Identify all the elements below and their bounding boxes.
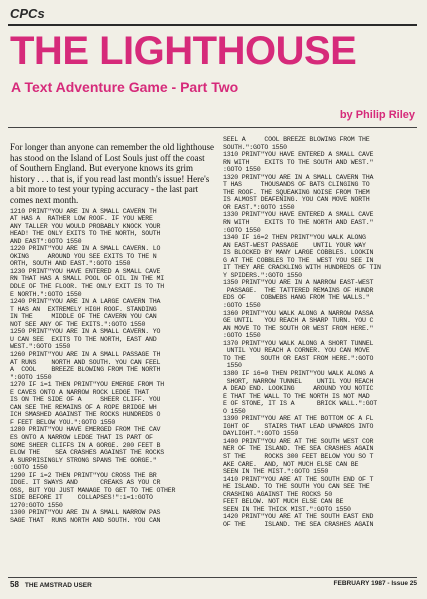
header-rule <box>8 24 417 26</box>
magazine-name: THE AMSTRAD USER <box>24 582 92 589</box>
article-subtitle: A Text Adventure Game - Part Two <box>11 79 239 95</box>
right-column <box>223 136 419 575</box>
byline-rule <box>8 127 417 128</box>
issue-date: FEBRUARY 1987 - Issue 25 <box>333 580 417 587</box>
footer-rule <box>8 577 417 578</box>
section-tag: CPCs <box>10 6 45 21</box>
article-title: THE LIGHTHOUSE <box>10 29 357 73</box>
program-listing-left: 1210 PRINT"YOU ARE IN A SMALL CAVERN TH AT HAS A RATHER LOW ROOF. IF YOU WERE ANY TALLER YOU WOULD PROBABLY KNOCK YOUR HEAD! THE ONLY EXITS TO THE NORTH, SOUTH AND EAST":GOTO 1550 1220 PRINT"YOU ARE IN A SMALL CAVERN. LO OKING AROUND YOU SEE EXITS TO THE N ORTH, SOUTH AND EAST.":GOTO 1550 1230 PRINT"YOU HAVE ENTERED A SMALL CAVE RN THAT HAS A SMALL POOL OF OIL IN THE MI DDLE OF THE FLOOR. THE ONLY EXIT IS TO TH E NORTH.":GOTO 1550 1240 PRINT"YOU ARE IN A LARGE CAVERN THA T HAS AN EXTREMELY HIGH ROOF. STANDING IN THE MIDDLE OF THE CAVERN YOU CAN NOT SEE ANY OF THE EXITS.":GOTO 1550 1250 PRINT"YOU ARE IN A SMALL CAVERN. YO U CAN SEE EXITS TO THE NORTH, EAST AND WEST.":GOTO 1550 1260 PRINT"YOU ARE IN A SMALL PASSAGE TH AT RUNS NORTH AND SOUTH. YOU CAN FEEL A COOL BREEZE BLOWING FROM THE NORTH ":GOTO 1550 1270 IF i=1 THEN PRINT"YOU EMERGE FROM TH E CAVES ONTO A NARROW ROCK LEDGE THAT IS ON THE SIDE OF A SHEER CLIFF. YOU CAN SEE THE REMAINS OF A ROPE BRIDGE WH ICH SMASHED AGAINST THE ROCKS HUNDREDS O F FEET BELOW YOU.":GOTO 1550 1280 PRINT"YOU HAVE EMERGED FROM THE CAV ES ONTO A NARROW LEDGE THAT IS PART OF SOME SHEER CLIFFS IN A GORGE. 200 FEET B ELOW THE SEA CRASHES AGAINST THE ROCKS A SURPRISINGLY STRONG SPANS THE GORGE." :GOTO 1550 1290 IF i=2 THEN PRINT"YOU CROSS THE BR IDGE. IT SWAYS AND CREAKS AS YOU CR OSS, BUT YOU JUST MANAGE TO GET TO THE OTHER SIDE BEFORE IT COLLAPSES!":i=1:GOTO 1270:GOTO 1550 1300 PRINT"YOU ARE IN A SMALL NARROW PAS SAGE THAT RUNS NORTH AND SOUTH. YOU CAN <box>10 207 176 524</box>
program-listing-right: SEEL A COOL BREEZE BLOWING FROM THE SOUTH.":GOTO 1550 1310 PRINT"YOU HAVE ENTERED A SMALL CAVE RN WITH EXITS TO THE SOUTH AND WEST." :GOTO 1550 1320 PRINT"YOU ARE IN A SMALL CAVERN THA T HAS THOUSANDS OF BATS CLINGING TO THE ROOF. THE SQUEAKING NOISE FROM THEM IS ALMOST DEAFENING. YOU CAN MOVE NORTH OR EAST.":GOTO 1550 1330 PRINT"YOU HAVE ENTERED A SMALL CAVE RN WITH EXITS TO THE NORTH AND EAST." :GOTO 1550 1340 IF i6=2 THEN PRINT"YOU WALK ALONG AN EAST-WEST PASSAGE UNTIL YOUR WAY IS BLOCKED BY MANY LARGE COBBLES. LOOKIN G AT THE COBBLES TO THE WEST YOU SEE IN IT THEY ARE CRACKLING WITH HUNDREDS OF TIN Y SPIDERS.":GOTO 1550 1350 PRINT"YOU ARE IN A NARROW EAST-WEST PASSAGE. THE TATTERED REMAINS OF HUNDR EDS OF COBWEBS HANG FROM THE WALLS." :GOTO 1550 1360 PRINT"YOU WALK ALONG A NARROW PASSA GE UNTIL YOU REACH A SHARP TURN. YOU C AN MOVE TO THE SOUTH OR WEST FROM HERE." :GOTO 1550 1370 PRINT"YOU WALK ALONG A SHORT TUNNEL UNTIL YOU REACH A CORNER. YOU CAN MOVE TO THE SOUTH OR EAST FROM HERE.":GOTO 1550 1380 IF i6=0 THEN PRINT"YOU WALK ALONG A SHORT, NARROW TUNNEL UNTIL YOU REACH A DEAD END. LOOKING AROUND YOU NOTIC E THAT THE WALL TO THE NORTH IS NOT MAD E OF STONE, IT IS A BRICK WALL.":GOT O 1550 1390 PRINT"YOU ARE AT THE BOTTOM OF A FL IGHT OF STAIRS THAT LEAD UPWARDS INTO DAYLIGHT.":GOTO 1550 1400 PRINT"YOU ARE AT THE SOUTH WEST COR NER OF THE ISLAND. THE SEA CRASHES AGAIN ST THE ROCKS 300 FEET BELOW YOU SO T AKE CARE. AND, NOT MUCH ELSE CAN BE SEEN IN THE MIST.":GOTO 1550 1410 PRINT"YOU ARE AT THE SOUTH END OF T HE ISLAND. TO THE SOUTH YOU CAN SEE THE CRASHING AGAINST THE ROCKS 50 FEET BELOW. NOT MUCH ELSE CAN BE SEEN IN THE THICK MIST.":GOTO 1550 1420 PRINT"YOU ARE AT THE SOUTH EAST END OF THE ISLAND. THE SEA CRASHES AGAIN <box>223 136 381 528</box>
author-byline: by Philip Riley <box>339 109 415 121</box>
intro-paragraph: For longer than anyone can remember the old lighthouse has stood on the Island of Lost Souls just off the coast of Southern England. But everyone knows its grim history . . . that is, if you read last month's issue! Here's a bit more to test your typing accuracy - the last part comes next month. <box>10 142 214 205</box>
footer-left <box>10 580 92 589</box>
left-column <box>10 142 214 575</box>
page-number: 58 <box>10 580 19 589</box>
